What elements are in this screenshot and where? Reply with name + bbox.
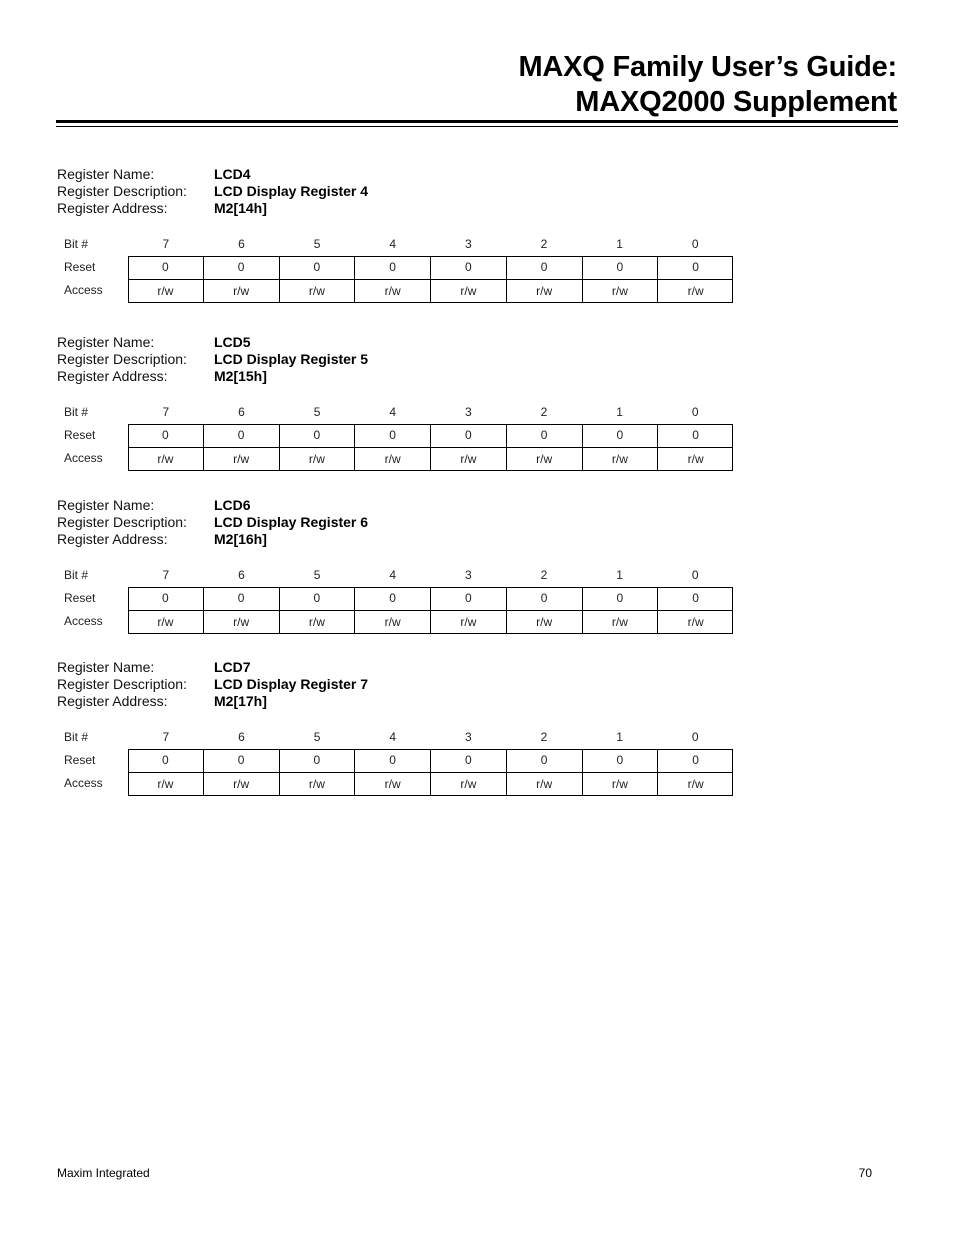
title-line-1: MAXQ Family User’s Guide: [518, 51, 897, 83]
reset-cells [128, 749, 733, 772]
bit-table [57, 726, 737, 794]
register-address-row [57, 531, 737, 548]
register-name-label: Register Name: [57, 166, 155, 182]
reset-row-label: Reset [64, 591, 96, 605]
reset-value-cell: 0 [582, 256, 658, 279]
bit-table [57, 564, 737, 632]
bit-number-cell: 0 [691, 730, 699, 744]
access-value-cell: r/w [506, 611, 582, 634]
register-address-label: Register Address: [57, 368, 168, 384]
bit-table [57, 233, 737, 301]
reset-row-label: Reset [64, 753, 96, 767]
access-value-cell: r/w [657, 611, 733, 634]
register-name-value: LCD7 [214, 659, 251, 675]
register-description-row [57, 676, 737, 693]
bit-number-cell: 4 [389, 237, 397, 251]
register-address-row [57, 693, 737, 710]
access-value-cell: r/w [582, 611, 658, 634]
register-description-value: LCD Display Register 7 [214, 676, 369, 692]
bit-row [57, 401, 737, 424]
register-block [57, 497, 737, 632]
access-value-cell: r/w [506, 448, 582, 471]
bit-number-cell: 2 [540, 730, 548, 744]
reset-value-cell: 0 [279, 587, 355, 610]
access-value-cell: r/w [279, 280, 355, 303]
access-value-cell: r/w [582, 773, 658, 796]
register-description-value: LCD Display Register 4 [214, 183, 369, 199]
reset-value-cell: 0 [354, 749, 430, 772]
reset-value-cell: 0 [279, 256, 355, 279]
register-block [57, 334, 737, 469]
register-description-label: Register Description: [57, 676, 187, 692]
access-row [57, 610, 737, 633]
register-description-label: Register Description: [57, 183, 187, 199]
bit-number-cell: 1 [616, 568, 623, 582]
register-description-row [57, 514, 737, 531]
register-description-value: LCD Display Register 5 [214, 351, 369, 367]
reset-value-cell: 0 [162, 428, 169, 442]
register-description-label: Register Description: [57, 514, 187, 530]
bit-row-label: Bit # [64, 568, 89, 582]
reset-value-cell: 0 [279, 424, 355, 447]
access-value-cell: r/w [157, 615, 174, 629]
reset-value-cell: 0 [657, 749, 733, 772]
reset-value-cell: 0 [430, 256, 506, 279]
bit-number-cell: 3 [464, 237, 472, 251]
bit-number-cell: 4 [389, 568, 397, 582]
register-address-value: M2[17h] [214, 693, 267, 709]
bit-number-cell: 3 [464, 405, 472, 419]
register-address-label: Register Address: [57, 531, 168, 547]
bit-number-cell: 6 [238, 568, 245, 582]
bit-number-cell: 5 [313, 237, 321, 251]
reset-value-cell: 0 [279, 749, 355, 772]
reset-value-cell: 0 [203, 256, 279, 279]
access-value-cell: r/w [203, 611, 279, 634]
reset-value-cell: 0 [203, 587, 279, 610]
reset-value-cell: 0 [354, 587, 430, 610]
register-description-label: Register Description: [57, 351, 187, 367]
bit-number-cell: 7 [162, 405, 170, 419]
reset-value-cell: 0 [354, 256, 430, 279]
reset-value-cell: 0 [657, 587, 733, 610]
register-address-value: M2[15h] [214, 368, 267, 384]
register-address-value: M2[16h] [214, 531, 267, 547]
bit-number-cell: 0 [691, 568, 699, 582]
reset-value-cell: 0 [506, 587, 582, 610]
access-cells [128, 772, 733, 796]
register-address-row [57, 200, 737, 217]
reset-value-cell: 0 [430, 424, 506, 447]
reset-row [57, 749, 737, 772]
header-rule-thin [56, 126, 898, 127]
bit-number-cell: 4 [389, 730, 397, 744]
reset-value-cell: 0 [582, 587, 658, 610]
access-row [57, 772, 737, 795]
access-row-label: Access [64, 283, 103, 297]
bit-row [57, 726, 737, 749]
register-name-value: LCD5 [214, 334, 251, 350]
access-value-cell: r/w [582, 448, 658, 471]
footer-page-number: 70 [858, 1166, 872, 1180]
access-value-cell: r/w [657, 773, 733, 796]
access-value-cell: r/w [203, 448, 279, 471]
register-address-value: M2[14h] [214, 200, 267, 216]
register-name-row [57, 166, 737, 183]
reset-value-cell: 0 [657, 424, 733, 447]
access-value-cell: r/w [582, 280, 658, 303]
bit-number-cell: 6 [238, 405, 245, 419]
reset-value-cell: 0 [582, 424, 658, 447]
access-value-cell: r/w [430, 773, 506, 796]
access-row [57, 279, 737, 302]
register-name-row [57, 659, 737, 676]
bit-number-cell: 0 [691, 405, 699, 419]
bit-row [57, 233, 737, 256]
bit-number-cell: 7 [162, 237, 170, 251]
register-description-row [57, 183, 737, 200]
reset-value-cell: 0 [162, 591, 169, 605]
access-value-cell: r/w [354, 611, 430, 634]
reset-value-cell: 0 [203, 424, 279, 447]
bit-number-cell: 1 [616, 237, 623, 251]
register-block [57, 166, 737, 301]
access-row-label: Access [64, 614, 103, 628]
bit-cells [128, 564, 733, 587]
register-block [57, 659, 737, 794]
access-value-cell: r/w [657, 448, 733, 471]
register-name-label: Register Name: [57, 497, 155, 513]
access-value-cell: r/w [354, 448, 430, 471]
access-value-cell: r/w [354, 773, 430, 796]
reset-row-label: Reset [64, 428, 96, 442]
access-value-cell: r/w [430, 448, 506, 471]
reset-value-cell: 0 [162, 260, 169, 274]
bit-number-cell: 6 [238, 237, 245, 251]
header-rule-thick [56, 120, 898, 123]
reset-cells [128, 587, 733, 610]
register-name-label: Register Name: [57, 659, 155, 675]
access-value-cell: r/w [354, 280, 430, 303]
access-value-cell: r/w [157, 777, 174, 791]
bit-number-cell: 5 [313, 568, 321, 582]
reset-row [57, 256, 737, 279]
reset-cells [128, 256, 733, 279]
bit-number-cell: 7 [162, 568, 170, 582]
reset-value-cell: 0 [430, 587, 506, 610]
bit-table [57, 401, 737, 469]
register-name-value: LCD4 [214, 166, 251, 182]
register-name-value: LCD6 [214, 497, 251, 513]
reset-value-cell: 0 [162, 753, 169, 767]
register-name-row [57, 497, 737, 514]
bit-cells [128, 401, 733, 424]
access-value-cell: r/w [279, 611, 355, 634]
access-cells [128, 447, 733, 471]
register-address-row [57, 368, 737, 385]
bit-number-cell: 5 [313, 730, 321, 744]
reset-value-cell: 0 [203, 749, 279, 772]
bit-cells [128, 233, 733, 256]
register-address-label: Register Address: [57, 693, 168, 709]
access-value-cell: r/w [430, 611, 506, 634]
bit-row-label: Bit # [64, 405, 89, 419]
bit-number-cell: 4 [389, 405, 397, 419]
access-value-cell: r/w [203, 280, 279, 303]
bit-row-label: Bit # [64, 730, 89, 744]
bit-number-cell: 2 [540, 568, 548, 582]
access-value-cell: r/w [279, 448, 355, 471]
bit-number-cell: 1 [616, 405, 623, 419]
page-title [518, 50, 897, 120]
reset-row [57, 587, 737, 610]
access-row-label: Access [64, 776, 103, 790]
access-value-cell: r/w [430, 280, 506, 303]
title-line-2: MAXQ2000 Supplement [575, 86, 897, 118]
reset-value-cell: 0 [582, 749, 658, 772]
bit-number-cell: 1 [616, 730, 623, 744]
reset-value-cell: 0 [657, 256, 733, 279]
reset-value-cell: 0 [506, 256, 582, 279]
access-value-cell: r/w [657, 280, 733, 303]
bit-row [57, 564, 737, 587]
reset-value-cell: 0 [430, 749, 506, 772]
register-description-value: LCD Display Register 6 [214, 514, 369, 530]
bit-number-cell: 3 [464, 568, 472, 582]
bit-number-cell: 0 [691, 237, 699, 251]
bit-number-cell: 6 [238, 730, 245, 744]
access-row [57, 447, 737, 470]
register-address-label: Register Address: [57, 200, 168, 216]
bit-number-cell: 2 [540, 405, 548, 419]
footer-company: Maxim Integrated [57, 1166, 150, 1180]
access-cells [128, 610, 733, 634]
bit-number-cell: 3 [464, 730, 472, 744]
bit-row-label: Bit # [64, 237, 89, 251]
bit-cells [128, 726, 733, 749]
bit-number-cell: 7 [162, 730, 170, 744]
access-row-label: Access [64, 451, 103, 465]
register-description-row [57, 351, 737, 368]
bit-number-cell: 5 [313, 405, 321, 419]
access-value-cell: r/w [506, 773, 582, 796]
reset-value-cell: 0 [354, 424, 430, 447]
access-value-cell: r/w [157, 284, 174, 298]
access-value-cell: r/w [157, 452, 174, 466]
reset-value-cell: 0 [506, 749, 582, 772]
reset-value-cell: 0 [506, 424, 582, 447]
access-value-cell: r/w [203, 773, 279, 796]
access-cells [128, 279, 733, 303]
reset-row-label: Reset [64, 260, 96, 274]
reset-cells [128, 424, 733, 447]
access-value-cell: r/w [506, 280, 582, 303]
reset-row [57, 424, 737, 447]
access-value-cell: r/w [279, 773, 355, 796]
register-name-row [57, 334, 737, 351]
bit-number-cell: 2 [540, 237, 548, 251]
register-name-label: Register Name: [57, 334, 155, 350]
